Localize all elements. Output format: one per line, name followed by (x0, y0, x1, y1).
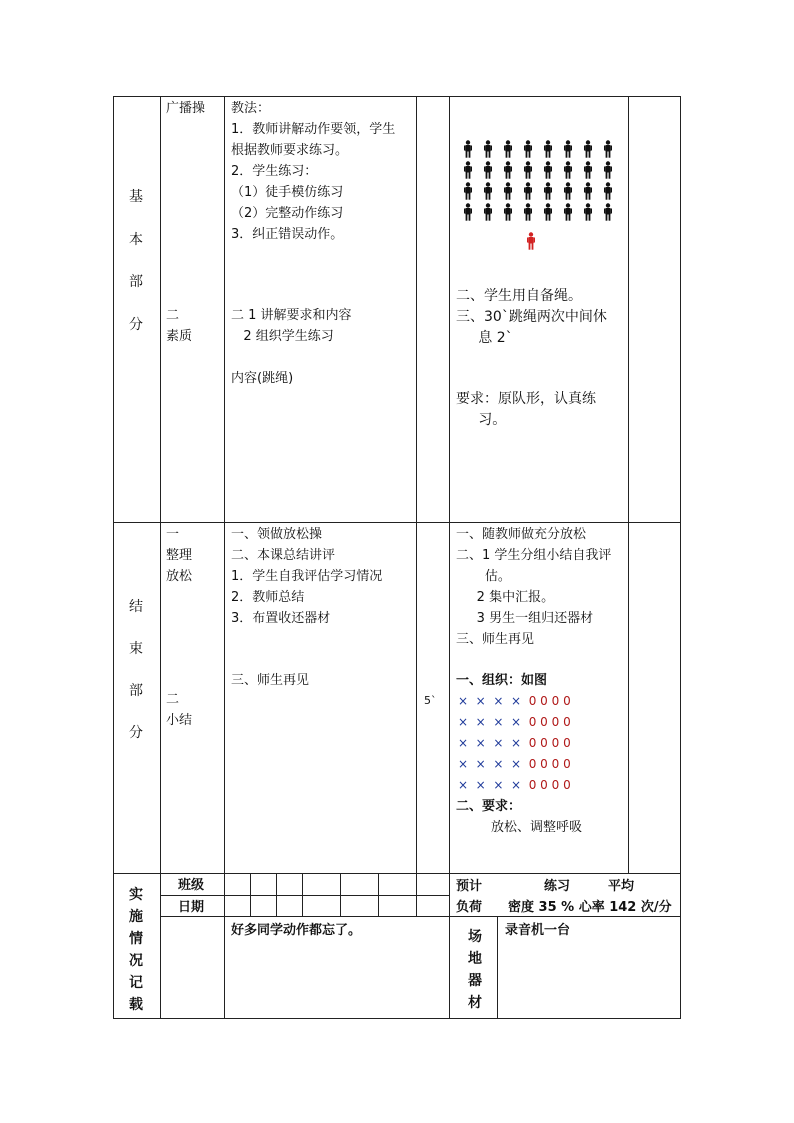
student-figure (602, 182, 614, 200)
student-figure (522, 182, 534, 200)
student-figure (502, 140, 514, 158)
student-figure (602, 203, 614, 221)
teacher-figure (525, 232, 537, 250)
ending-item-summary: 小结 (166, 713, 193, 728)
ending-org-line: 3 男生一组归还器材 (456, 611, 594, 626)
student-figure (522, 140, 534, 158)
student-figure (522, 203, 534, 221)
method-line: 1．教师讲解动作要领，学生 (231, 122, 396, 137)
formation-crosses: × × × × (458, 757, 529, 771)
requirement-title: 二、要求： (456, 799, 522, 814)
student-figure (482, 140, 494, 158)
formation-crosses: × × × × (458, 736, 529, 750)
student-figure (582, 203, 594, 221)
record-label-char: 实 (129, 887, 143, 903)
quality-line: 内容(跳绳) (231, 371, 294, 386)
formation-crosses: × × × × (458, 694, 529, 708)
student-figure (562, 203, 574, 221)
student-figure (502, 161, 514, 179)
basic-item-two: 二 (166, 308, 180, 323)
student-figure (582, 182, 594, 200)
formation-zeros: 0 0 0 0 (528, 778, 571, 792)
record-label-char: 施 (129, 909, 143, 925)
requirement-text: 放松、调整呼吸 (491, 820, 583, 835)
predict-label-2: 负荷 (456, 900, 483, 915)
formation-title: 一、组织：如图 (456, 673, 548, 688)
student-figure (562, 182, 574, 200)
basic-label-char-2: 本 (129, 232, 143, 248)
record-comment: 好多同学动作都忘了。 (231, 923, 362, 938)
basic-item-quality: 素质 (166, 329, 193, 344)
basic-label-char-4: 分 (129, 317, 143, 333)
record-label-char: 记 (129, 975, 143, 991)
student-figure (582, 161, 594, 179)
venue-label-char: 器 (468, 973, 482, 989)
org-line: 三、30`跳绳两次中间休 (456, 309, 607, 325)
formation-row (458, 733, 571, 754)
formation-row (458, 754, 571, 775)
ending-item-relax: 放松 (166, 569, 193, 584)
record-label-char: 况 (129, 953, 143, 969)
student-figure (462, 161, 474, 179)
student-figure (482, 182, 494, 200)
ending-item-one: 一 (166, 527, 180, 542)
org-line: 要求：原队形，认真练 (456, 391, 596, 407)
student-figure (542, 140, 554, 158)
ending-line: 二、本课总结讲评 (231, 548, 336, 563)
ending-org-line: 一、随教师做充分放松 (456, 527, 587, 542)
student-figure (562, 161, 574, 179)
ending-org-line: 三、师生再见 (456, 632, 535, 647)
method-line: （2）完整动作练习 (231, 206, 344, 221)
formation-row (458, 691, 571, 712)
ending-line: 三、师生再见 (231, 673, 310, 688)
practice-label: 练习 (544, 879, 571, 894)
ending-item-tidy: 整理 (166, 548, 193, 563)
formation-zeros: 0 0 0 0 (528, 736, 571, 750)
formation-row (458, 712, 571, 733)
quality-line: 二 1 讲解要求和内容 (231, 308, 352, 323)
method-line: 2．学生练习： (231, 164, 318, 179)
ending-time: 5` (424, 694, 437, 707)
ending-line: 1．学生自我评估学习情况 (231, 569, 383, 584)
student-figure (462, 140, 474, 158)
method-line: 教法： (231, 101, 271, 116)
student-figure (482, 203, 494, 221)
student-figure (462, 203, 474, 221)
venue-label-char: 材 (468, 995, 482, 1011)
formation-crosses: × × × × (458, 715, 529, 729)
equipment-text: 录音机一台 (505, 923, 571, 938)
method-line: （1）徒手模仿练习 (231, 185, 344, 200)
ending-label-char-4: 分 (129, 725, 143, 741)
org-line: 二、学生用自备绳。 (456, 288, 582, 304)
date-label: 日期 (178, 900, 205, 915)
density-heart-rate: 密度 35 % 心率 142 次/分 (508, 900, 672, 915)
ending-line: 3．布置收还器材 (231, 611, 331, 626)
formation-zeros: 0 0 0 0 (528, 694, 571, 708)
predict-label-1: 预计 (456, 879, 483, 894)
student-figure (582, 140, 594, 158)
ending-line: 2．教师总结 (231, 590, 305, 605)
ending-label-char-1: 结 (129, 599, 143, 615)
method-line: 根据教师要求练习。 (231, 143, 349, 158)
venue-label-char: 场 (468, 929, 482, 945)
org-line: 息 2` (456, 330, 513, 346)
org-line: 习。 (456, 412, 507, 428)
student-figure (562, 140, 574, 158)
student-figure (542, 161, 554, 179)
student-figure (542, 203, 554, 221)
method-line: 3．纠正错误动作。 (231, 227, 344, 242)
record-label-char: 载 (129, 997, 143, 1013)
student-figure (522, 161, 534, 179)
formation-zeros: 0 0 0 0 (528, 757, 571, 771)
basic-label-char-3: 部 (129, 274, 143, 290)
student-figure (482, 161, 494, 179)
basic-label-char-1: 基 (129, 189, 143, 205)
venue-label-char: 地 (468, 951, 482, 967)
basic-item-exercise: 广播操 (166, 101, 206, 116)
ending-org-line: 估。 (456, 569, 511, 584)
class-label: 班级 (178, 878, 205, 893)
ending-org-line: 二、1 学生分组小结自我评 (456, 548, 612, 563)
ending-org-line: 2 集中汇报。 (456, 590, 555, 605)
ending-line: 一、领做放松操 (231, 527, 323, 542)
ending-label-char-3: 部 (129, 683, 143, 699)
student-figure (462, 182, 474, 200)
student-figure (502, 203, 514, 221)
student-figure (542, 182, 554, 200)
student-figure (602, 140, 614, 158)
ending-label-char-2: 束 (129, 641, 143, 657)
quality-line: 2 组织学生练习 (231, 329, 334, 344)
ending-item-two: 二 (166, 692, 180, 707)
record-label-char: 情 (129, 931, 143, 947)
formation-row (458, 775, 571, 796)
student-figure (602, 161, 614, 179)
formation-zeros: 0 0 0 0 (528, 715, 571, 729)
average-label: 平均 (608, 879, 635, 894)
student-figure (502, 182, 514, 200)
formation-crosses: × × × × (458, 778, 529, 792)
